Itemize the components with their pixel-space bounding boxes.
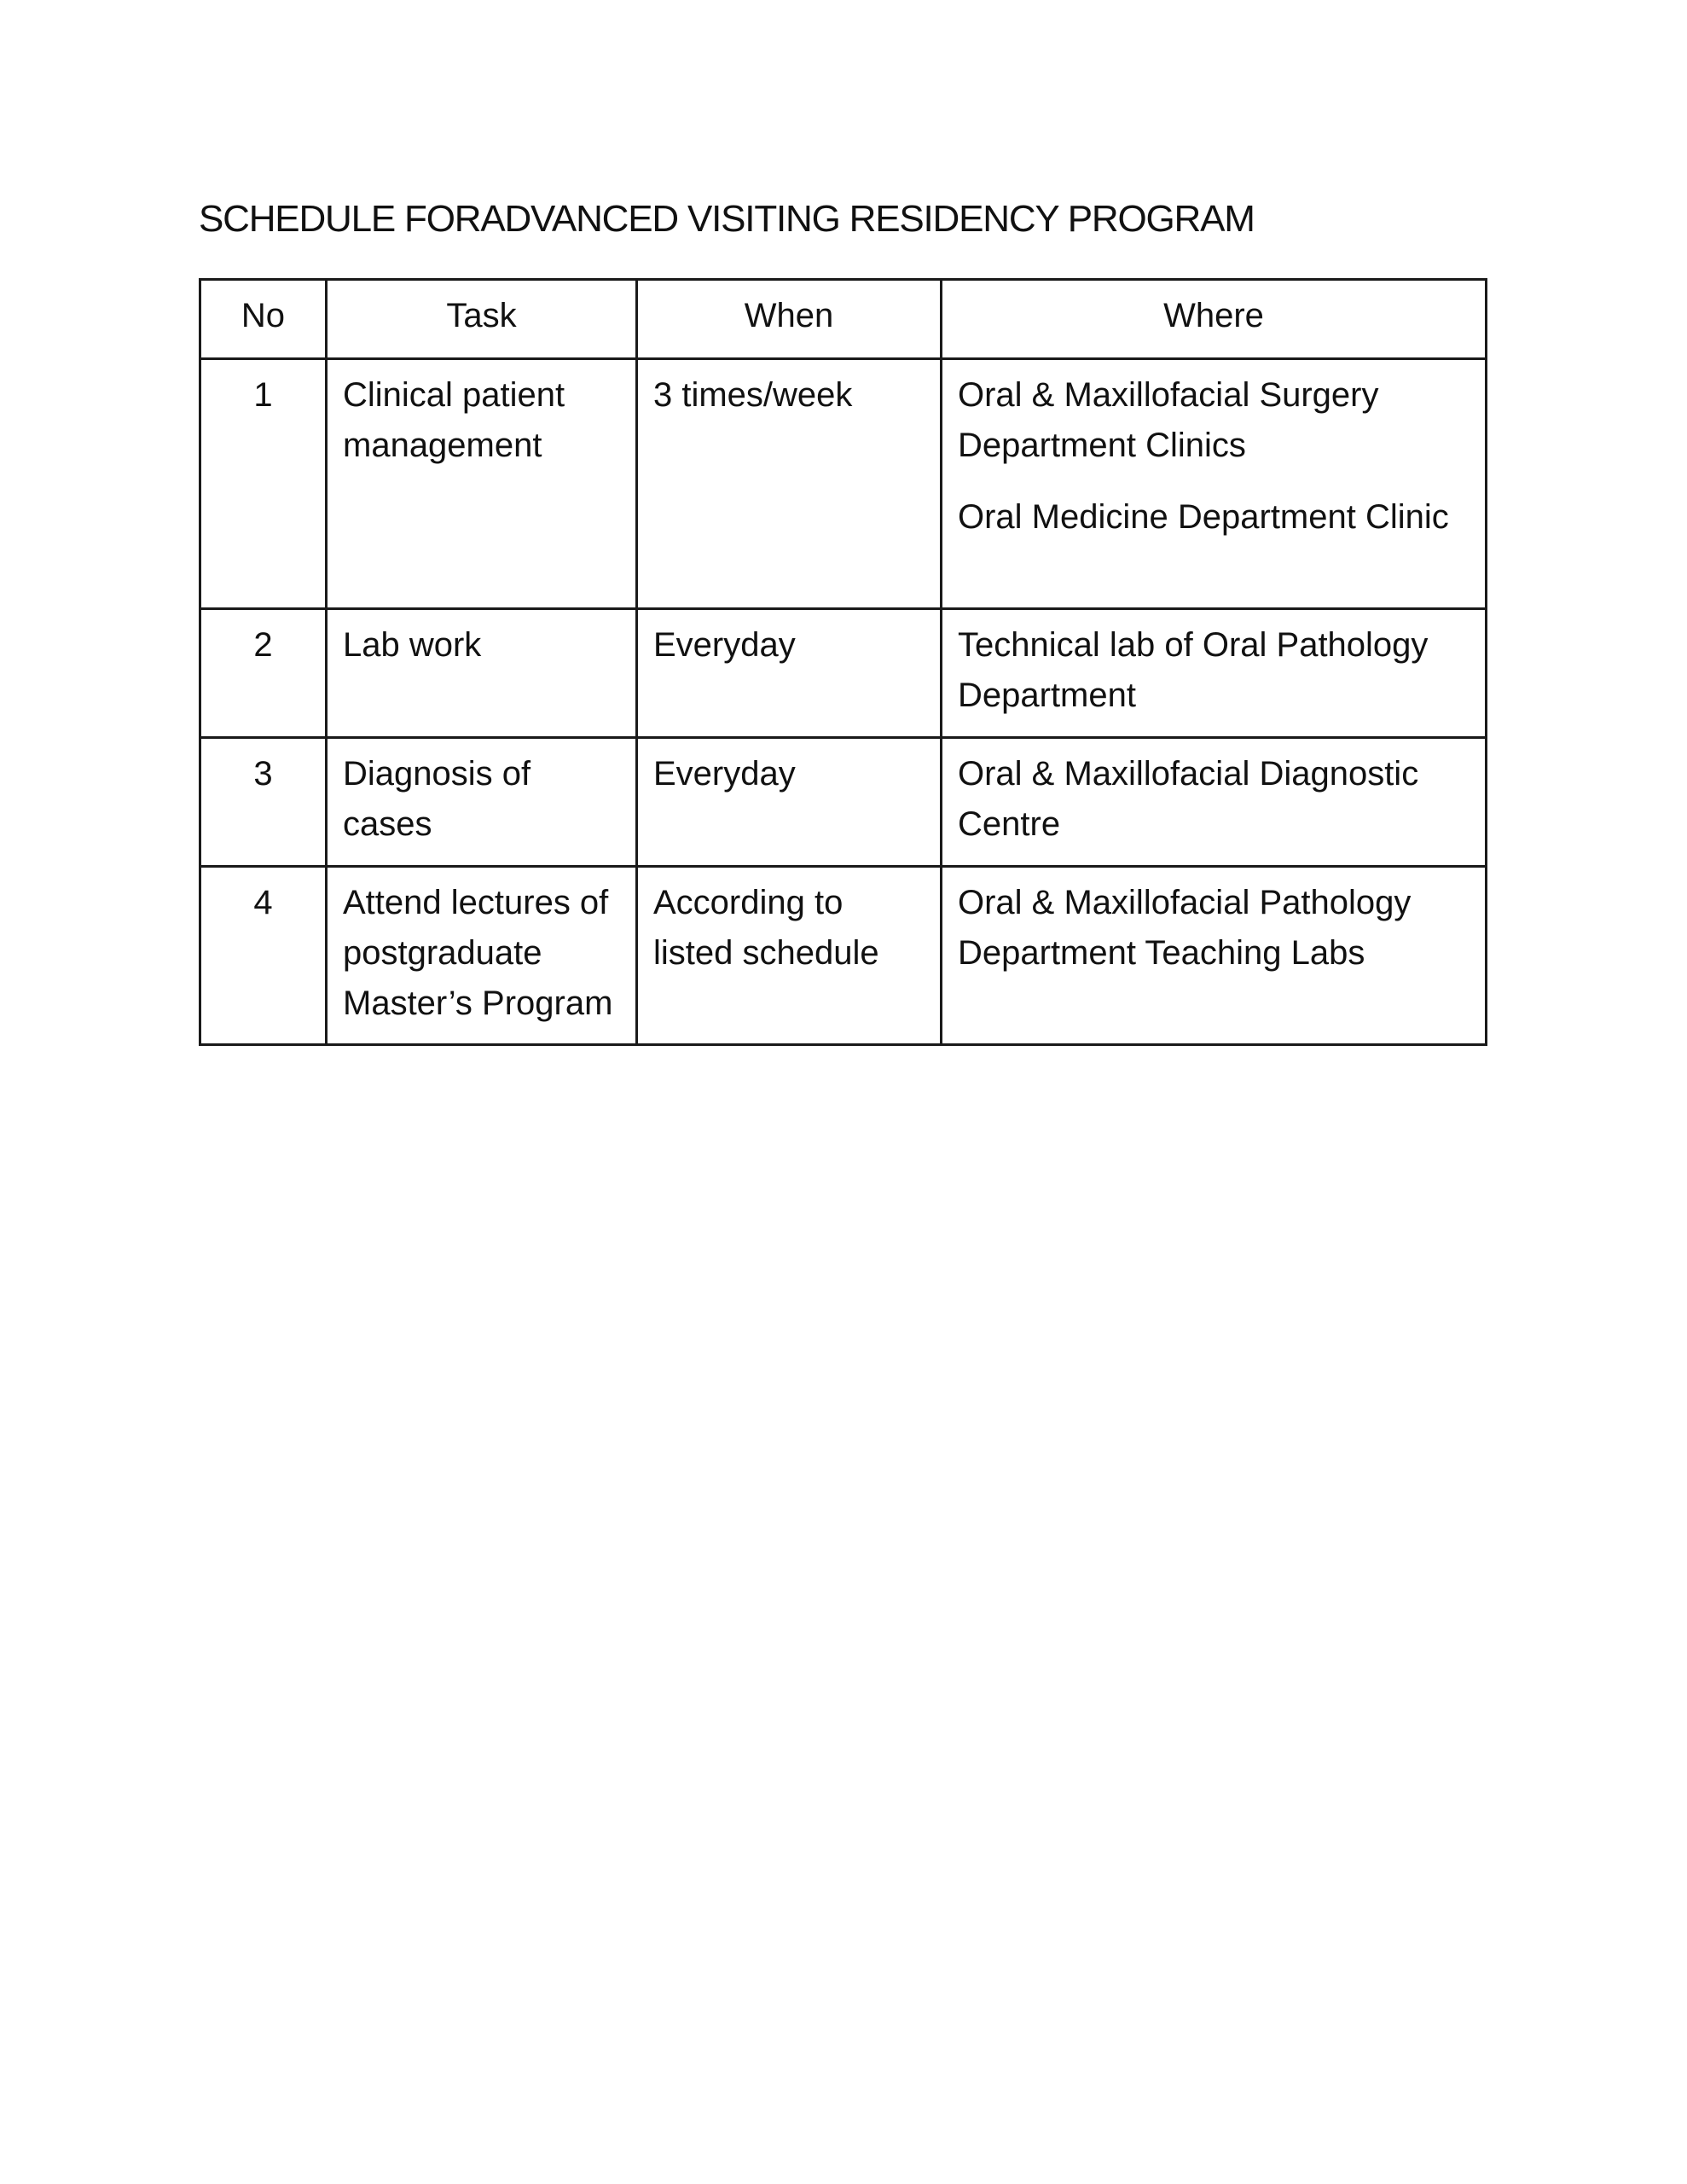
where-cell [942, 738, 1487, 867]
row-number: 3 [200, 738, 327, 867]
table-header-row [200, 280, 1487, 359]
where-cell [942, 609, 1487, 738]
where-cell [942, 359, 1487, 609]
table-row [200, 359, 1487, 609]
task-cell: Lab work [327, 609, 637, 738]
where-location: Oral Medicine Department Clinic [958, 498, 1449, 536]
task-cell: Attend lectures of postgraduate Master’s Program [327, 867, 637, 1045]
row-number: 2 [200, 609, 327, 738]
table-row [200, 867, 1487, 1045]
schedule-table [199, 278, 1487, 1046]
header-where: Where [942, 280, 1487, 359]
where-location: Technical lab of Oral Pathology Department [958, 626, 1429, 714]
page-title: SCHEDULE FORADVANCED VISITING RESIDENCY PROGRAM [199, 198, 1255, 240]
row-number: 1 [200, 359, 327, 609]
table-row [200, 609, 1487, 738]
table-row [200, 738, 1487, 867]
header-task: Task [327, 280, 637, 359]
when-cell: Everyday [637, 738, 942, 867]
header-no: No [200, 280, 327, 359]
when-cell: 3 times/week [637, 359, 942, 609]
task-cell: Diagnosis of cases [327, 738, 637, 867]
where-location: Oral & Maxillofacial Diagnostic Centre [958, 755, 1419, 843]
where-cell [942, 867, 1487, 1045]
row-number: 4 [200, 867, 327, 1045]
where-location: Oral & Maxillofacial Surgery Department Clinics [958, 376, 1379, 464]
when-cell: Everyday [637, 609, 942, 738]
when-cell: According to listed schedule [637, 867, 942, 1045]
where-location: Oral & Maxillofacial Pathology Department Teaching Labs [958, 884, 1412, 972]
header-when: When [637, 280, 942, 359]
task-cell: Clinical patient management [327, 359, 637, 609]
